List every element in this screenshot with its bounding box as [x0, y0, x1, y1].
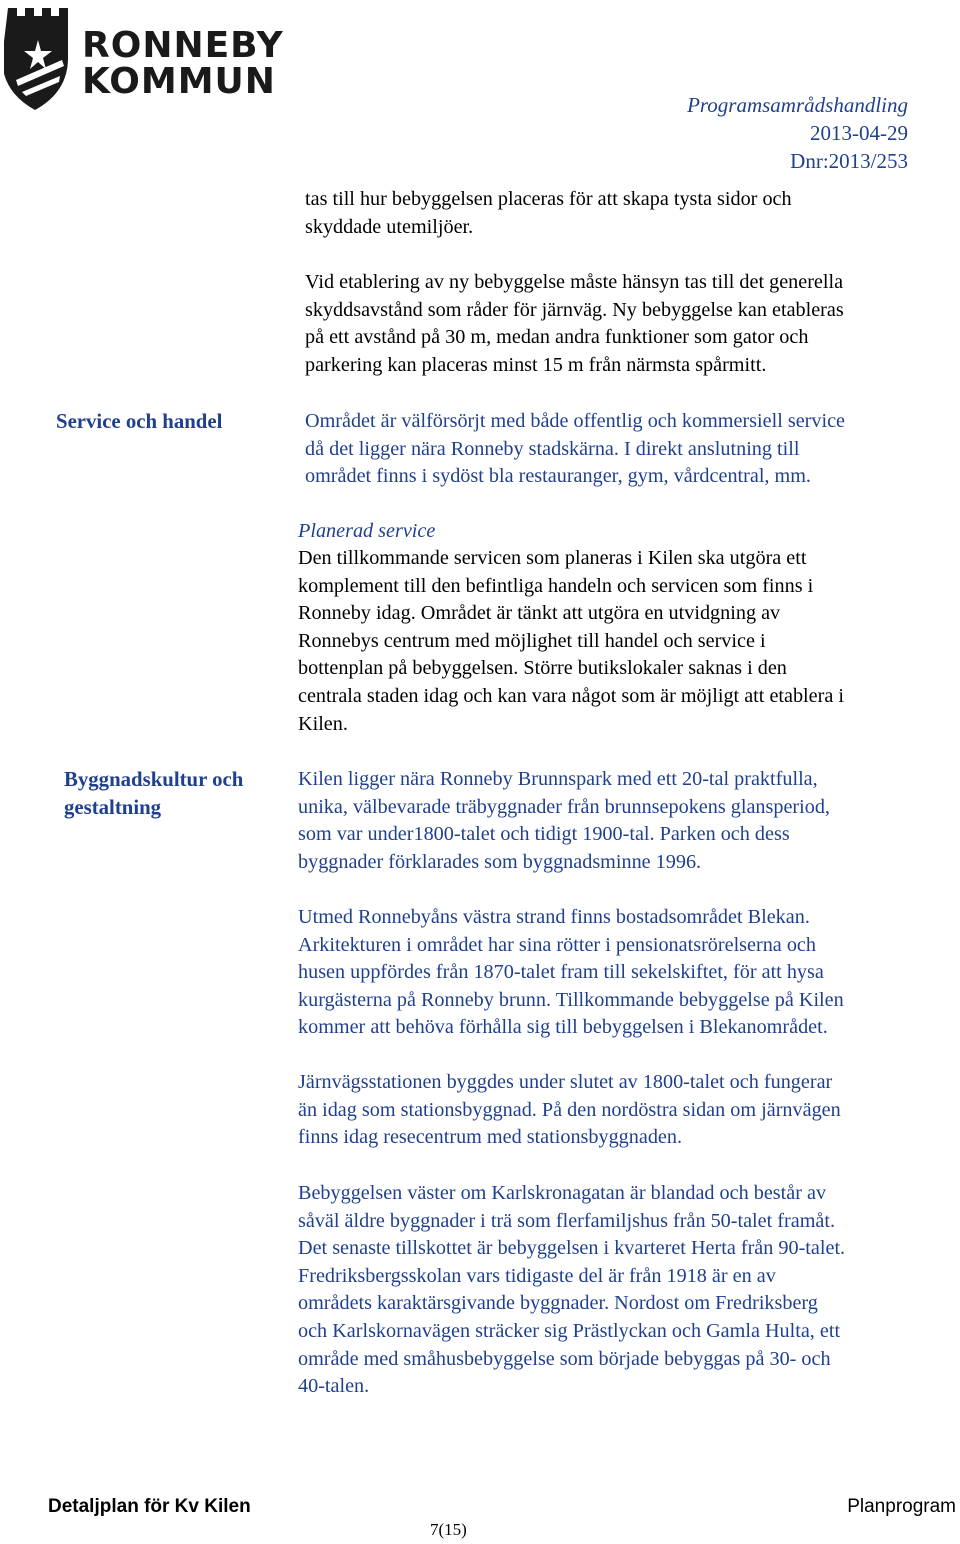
- text-line: på ett avstånd på 30 m, medan andra funktioner som gator och: [305, 326, 809, 349]
- text-line: område med småhusbebyggelse som började bebyggas på 30- och: [298, 1347, 831, 1370]
- text-line: unika, välbevarade träbyggnader från brunnsepokens glansperiod,: [298, 795, 830, 818]
- text-line: än idag som stationsbyggnad. På den nordöstra sidan om järnvägen: [298, 1098, 841, 1121]
- text-line: Kilen ligger nära Ronneby Brunnspark med ett 20-tal praktfulla,: [298, 768, 818, 790]
- logo-line-2: KOMMUN: [82, 61, 276, 102]
- text-line: tas till hur bebyggelsen placeras för att skapa tysta sidor och: [305, 188, 792, 210]
- text-line: Järnvägsstationen byggdes under slutet av 1800-talet och fungerar: [298, 1071, 833, 1093]
- text-line: Fredriksbergsskolan vars tidigaste del är från 1918 är en av: [298, 1264, 776, 1287]
- text-line: skyddade utemiljöer.: [305, 215, 474, 238]
- paragraph-karlskronagatan: [298, 1180, 845, 1401]
- document-type: Programsamrådshandling: [687, 93, 908, 117]
- text-line: Arkitekturen i området har sina rötter i pensionatsrörelserna och: [298, 933, 816, 956]
- text-line: området finns i sydöst bla restauranger, gym, vårdcentral, mm.: [305, 465, 811, 488]
- heading-line: Byggnadskultur och: [64, 768, 244, 791]
- document-meta: [687, 91, 908, 175]
- text-line: husen uppfördes från 1870-talet fram till sekelskiftet, för att hysa: [298, 961, 824, 984]
- paragraph-brunnspark: [298, 766, 830, 876]
- paragraph-service: [305, 408, 845, 491]
- text-line: Bebyggelsen väster om Karlskronagatan är blandad och består av: [298, 1182, 827, 1204]
- text-line: komplement till den befintliga handeln och servicen som finns i: [298, 574, 814, 597]
- text-line: Området är välförsörjt med både offentlig och kommersiell service: [305, 410, 846, 432]
- ronneby-coat-of-arms-icon: [4, 2, 78, 114]
- text-line: Kilen.: [298, 712, 348, 735]
- text-line: som var under1800-talet och tidigt 1900-tal. Parken och dess: [298, 823, 790, 846]
- text-line: Vid etablering av ny bebyggelse måste hänsyn tas till det generella: [305, 271, 844, 293]
- text-line: finns idag resecentrum med stationsbyggnaden.: [298, 1126, 683, 1149]
- text-line: kommer att behöva förhålla sig till bebyggelsen i Blekanområdet.: [298, 1016, 828, 1039]
- text-line: 40-talen.: [298, 1375, 370, 1398]
- text-line: Ronnebys centrum med möjlighet till handel och service i: [298, 629, 766, 652]
- paragraph-planned-service: [298, 545, 844, 738]
- paragraph-railway-station: [298, 1069, 841, 1152]
- text-line: då det ligger nära Ronneby stadskärna. I direkt anslutning till: [305, 437, 800, 460]
- text-line: kurgästerna på Ronneby brunn. Tillkommande bebyggelse på Kilen: [298, 988, 844, 1011]
- text-line: centrala staden idag och kan vara något som är möjligt att etablera i: [298, 684, 844, 707]
- text-line: bottenplan på bebyggelsen. Större butikslokaler saknas i den: [298, 657, 787, 680]
- text-line: Den tillkommande servicen som planeras i Kilen ska utgöra ett: [298, 547, 807, 569]
- footer-document-title: Detaljplan för Kv Kilen: [48, 1496, 251, 1517]
- text-line: Ronneby idag. Området är tänkt att utgöra en utvidgning av: [298, 602, 781, 625]
- text-line: Det senaste tillskottet är bebyggelsen i kvarteret Herta från 90-talet.: [298, 1237, 846, 1260]
- text-line: såväl äldre byggnader i trä som flerfamiljshus från 50-talet framåt.: [298, 1209, 836, 1232]
- ronneby-kommun-logo: [4, 2, 284, 114]
- text-line: byggnader förklarades som byggnadsminne 1996.: [298, 850, 702, 873]
- document-dnr: Dnr:2013/253: [790, 149, 908, 173]
- paragraph-quiet-sides: [305, 186, 792, 241]
- document-date: 2013-04-29: [810, 121, 908, 145]
- paragraph-railway-distance: [305, 269, 844, 379]
- page-number: 7(15): [430, 1520, 467, 1539]
- text-line: skyddsavstånd som råder för järnväg. Ny bebyggelse kan etableras: [305, 298, 844, 321]
- subheading-planned-service: Planerad service: [298, 520, 436, 542]
- heading-line: gestaltning: [64, 795, 162, 819]
- text-line: och Karlskornavägen sträcker sig Prästlyckan och Gamla Hulta, ett: [298, 1319, 841, 1342]
- text-line: Utmed Ronnebyåns västra strand finns bostadsområdet Blekan.: [298, 906, 810, 928]
- paragraph-blekan: [298, 904, 844, 1042]
- text-line: parkering kan placeras minst 15 m från närmsta spårmitt.: [305, 353, 767, 376]
- logo-line-1: RONNEBY: [82, 25, 284, 66]
- footer-document-kind: Planprogram: [847, 1496, 956, 1517]
- section-heading-culture: [64, 766, 243, 821]
- text-line: områdets karaktärsgivande byggnader. Nordost om Fredriksberg: [298, 1292, 818, 1315]
- section-heading-service: Service och handel: [56, 410, 223, 433]
